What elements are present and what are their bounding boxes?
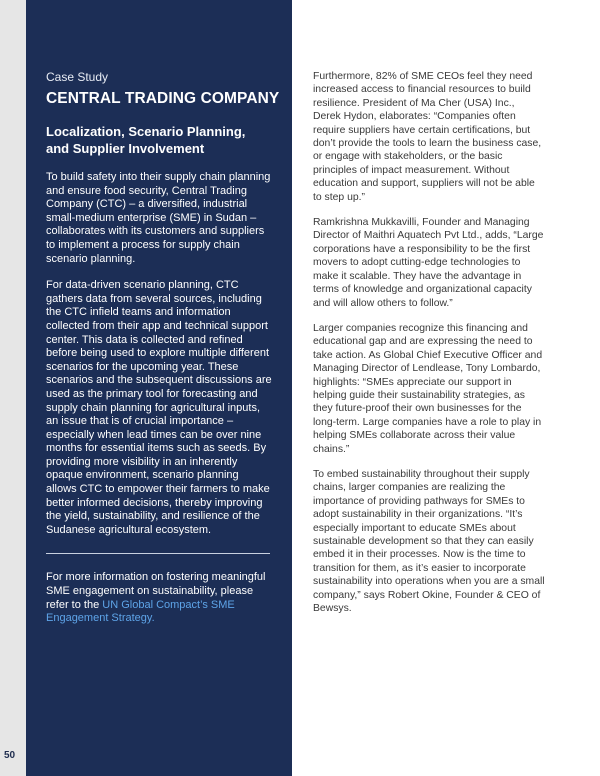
company-title: CENTRAL TRADING COMPANY — [46, 90, 280, 107]
more-info-prefix: For more information on fostering meaningful SME engagement on sustainability, please refer to the — [46, 571, 266, 611]
case-study-subheading: Localization, Scenario Planning, and Supplier Involvement — [46, 124, 246, 156]
case-study-paragraph: For data-driven scenario planning, CTC gathers data from several sources, including the CTC infield teams and information collected from their app and technical support center. This data is collected and refined before being used to explore multiple different scenarios for the upcoming year. These scenarios and the subsequent discussions are used as the primary tool for forecasting and supply chain planning for agricultural inputs, an issue that is of crucial importance – especially when lead times can be over nine months for essential items such as seeds. By providing more visibility in an inherently opaque environment, scenario planning allows CTC to empower their farmers to make better informed decisions, thereby improving the yield, sustainability, and resilience of the Sudanese agricultural ecosystem. — [46, 279, 272, 536]
page-gutter — [0, 0, 26, 776]
case-study-label: Case Study — [46, 70, 109, 84]
body-paragraph: Furthermore, 82% of SME CEOs feel they need increased access to financial resources to build resilience. President of Ma Cher (USA) Inc., Derek Hydon, elaborates: “Companies often require suppliers have certain certifications, but don’t provide the tools to learn the business case, or engage with stakeholders, or the basic principles of impact measurement. Without education and support, suppliers will not be able to step up.” — [313, 71, 542, 203]
divider — [46, 553, 270, 554]
case-study-panel — [26, 0, 292, 776]
body-paragraph: Larger companies recognize this financing and educational gap and are expressing the need to take action. As Global Chief Executive Officer and Managing Director of Lendlease, Tony Lombardo, highlights: “SMEs appreciate our support in helping guide their sustainability strategies, as they future-proof their own businesses for the long-term. Large companies have a role to play in helping SMEs collaborate across their value chains.” — [313, 322, 543, 455]
sme-strategy-link[interactable]: UN Global Compact’s SME Engagement Strategy. — [46, 598, 235, 625]
case-study-paragraph: To build safety into their supply chain planning and ensure food security, Central Trading Company (CTC) – a diversified, industrial small-medium enterprise (SME) in Sudan – collaborates with its customers and suppliers to implement a process for supply chain scenario planning. — [46, 171, 271, 265]
body-paragraph: To embed sustainability throughout their supply chains, larger companies are realizing the importance of providing pathways for SMEs to adopt sustainability in their organizations. “It’s especially important to educate SMEs about sustainable development so that they can easily embed it in their processes. Now is the time to transition for them, as it’s easier to incorporate sustainability into operations when you are a small company,” says Robert Okine, Founder & CEO of Bewsys. — [313, 468, 545, 615]
main-column — [313, 70, 545, 627]
page-number: 50 — [4, 750, 16, 761]
body-paragraph: Ramkrishna Mukkavilli, Founder and Managing Director of Maithri Aquatech Pvt Ltd., adds, “Large corporations have a responsibility to be the first movers to adopt cutting-edge technologies to make it scalable. They have the advantage in terms of knowledge and organizational capacity and will allow others to follow.” — [313, 217, 544, 309]
more-info-text — [46, 571, 272, 625]
